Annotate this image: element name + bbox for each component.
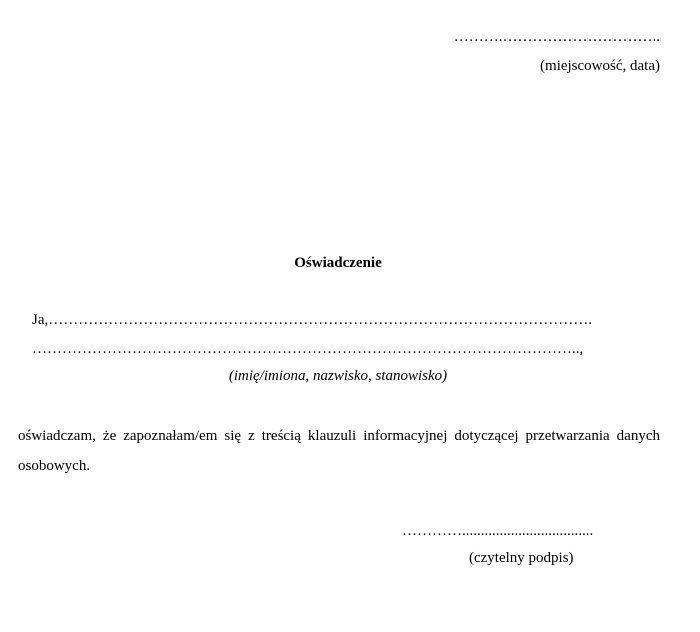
- name-field-line-1: Ja,……………………………………………………………………………………………….: [32, 312, 592, 328]
- signature-caption: (czytelny podpis): [469, 550, 574, 566]
- document-title: Oświadczenie: [294, 255, 382, 271]
- place-date-caption: (miejscowość, data): [540, 58, 660, 74]
- name-field-line-2: ………………………………………………………………………………………………..,: [32, 341, 584, 357]
- declaration-text: oświadczam, że zapoznałam/em się z treścią klauzuli informacyjnej dotyczącej przetwarzania danych osobowych.: [18, 428, 660, 474]
- signature-field: …………...................................: [402, 523, 594, 539]
- name-field-caption: (imię/imiona, nazwisko, stanowisko): [228, 368, 448, 384]
- place-date-field: ……….…………………………..: [453, 29, 660, 45]
